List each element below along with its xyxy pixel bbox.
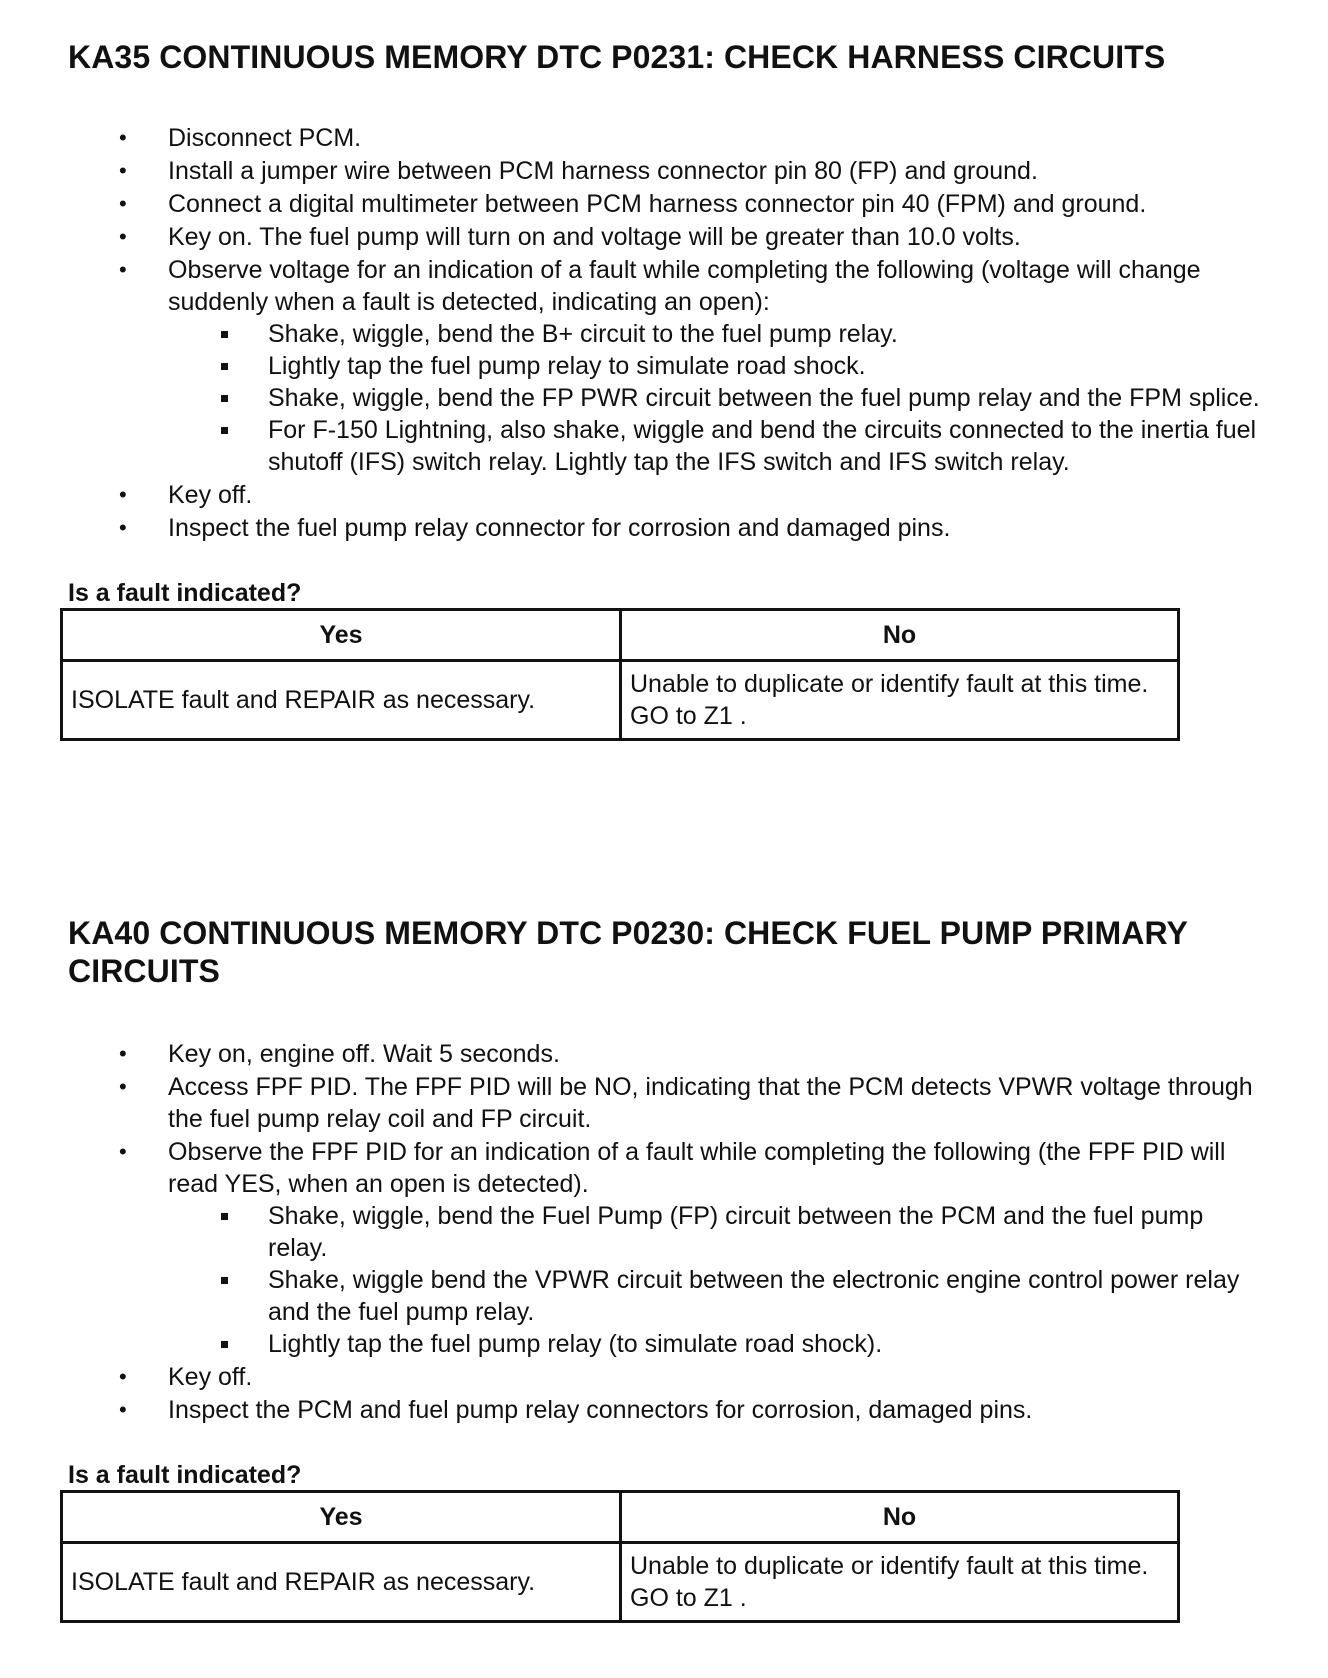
bullet-icon: • xyxy=(119,515,127,540)
section-title: KA35 CONTINUOUS MEMORY DTC P0231: CHECK HARNESS CIRCUITS xyxy=(68,39,1166,75)
bullet-icon: • xyxy=(119,191,127,216)
no-header: No xyxy=(621,1492,1179,1543)
bullet-icon: • xyxy=(119,257,127,282)
list-item: • Disconnect PCM. xyxy=(119,124,362,152)
list-item: • Observe the FPF PID for an indication of a fault while completing the following (the FPF PID will read YES, when an open is detected). Shake, wiggle, bend the Fuel Pump (FP) circuit between the PCM and the fuel pump relay. Shake, wiggle bend the VPWR circuit between the electronic engine control power relay and the fuel pump relay. Lightly tap the fuel pump relay (to simulate road shock). xyxy=(68,1136,1268,1360)
sub-list-item: Shake, wiggle bend the VPWR circuit between the electronic engine control power relay and the fuel pump relay. xyxy=(68,1264,1268,1328)
bullet-icon: • xyxy=(119,482,127,507)
bullet-icon: • xyxy=(119,158,127,183)
result-table xyxy=(60,1490,1180,1623)
no-header: No xyxy=(621,610,1179,661)
sub-list-item: Lightly tap the fuel pump relay to simulate road shock. xyxy=(68,350,1268,382)
square-bullet-icon xyxy=(221,1277,228,1284)
bullet-icon: • xyxy=(119,1397,127,1422)
list-item: • Install a jumper wire between PCM harness connector pin 80 (FP) and ground. xyxy=(119,157,1038,185)
fault-question: Is a fault indicated? xyxy=(68,1461,302,1489)
bullet-icon: • xyxy=(119,1364,127,1389)
list-item: • Access FPF PID. The FPF PID will be NO, indicating that the PCM detects VPWR voltage through the fuel pump relay coil and FP circuit. xyxy=(119,1073,1253,1133)
square-bullet-icon xyxy=(221,1341,228,1348)
section-ka40 xyxy=(68,914,1268,1623)
step-list xyxy=(68,1038,1268,1426)
list-item: • Inspect the fuel pump relay connector for corrosion and damaged pins. xyxy=(119,514,951,542)
substep-list xyxy=(168,318,1268,478)
yes-header: Yes xyxy=(62,610,621,661)
bullet-icon: • xyxy=(119,224,127,249)
bullet-icon: • xyxy=(119,1041,127,1066)
bullet-icon: • xyxy=(119,125,127,150)
list-item: • Key on, engine off. Wait 5 seconds. xyxy=(119,1040,560,1068)
sub-list-item: Shake, wiggle, bend the B+ circuit to the fuel pump relay. xyxy=(68,318,1268,350)
no-cell: Unable to duplicate or identify fault at this time. GO to Z1 . xyxy=(621,661,1179,740)
sub-list-item: Shake, wiggle, bend the Fuel Pump (FP) circuit between the PCM and the fuel pump relay. xyxy=(68,1200,1268,1264)
no-cell: Unable to duplicate or identify fault at this time. GO to Z1 . xyxy=(621,1543,1179,1622)
square-bullet-icon xyxy=(221,427,228,434)
step-list xyxy=(68,122,1268,544)
square-bullet-icon xyxy=(221,363,228,370)
square-bullet-icon xyxy=(221,331,228,338)
sub-list-item: Shake, wiggle, bend the FP PWR circuit between the fuel pump relay and the FPM splice. xyxy=(68,382,1268,414)
list-item: • Key on. The fuel pump will turn on and voltage will be greater than 10.0 volts. xyxy=(119,223,1021,251)
sub-list-item: For F-150 Lightning, also shake, wiggle and bend the circuits connected to the inertia fuel shutoff (IFS) switch relay. Lightly tap the IFS switch and IFS switch relay. xyxy=(68,414,1268,478)
yes-cell: ISOLATE fault and REPAIR as necessary. xyxy=(62,661,621,740)
sub-list-item: Lightly tap the fuel pump relay (to simulate road shock). xyxy=(68,1328,1268,1360)
list-item: • Key off. xyxy=(119,481,253,509)
list-item: • Observe voltage for an indication of a fault while completing the following (voltage will change suddenly when a fault is detected, indicating an open): Shake, wiggle, bend the B+ circuit to the fuel pump relay. Lightly tap the fuel pump relay to simulate road shock. Shake, wiggle, bend the FP PWR circuit between the fuel pump relay and the FPM splice. For F-150 Lightning, also shake, wiggle and bend the circuits connected to the inertia fuel shutoff (IFS) switch relay. Lightly tap the IFS switch and IFS switch relay. xyxy=(68,254,1268,478)
list-item: • Key off. xyxy=(119,1363,253,1391)
section-ka35 xyxy=(68,38,1268,741)
square-bullet-icon xyxy=(221,395,228,402)
yes-header: Yes xyxy=(62,1492,621,1543)
bullet-icon: • xyxy=(119,1074,127,1099)
yes-cell: ISOLATE fault and REPAIR as necessary. xyxy=(62,1543,621,1622)
section-title: KA40 CONTINUOUS MEMORY DTC P0230: CHECK FUEL PUMP PRIMARY CIRCUITS xyxy=(68,915,1188,989)
fault-question: Is a fault indicated? xyxy=(68,579,302,607)
list-item: • Connect a digital multimeter between PCM harness connector pin 40 (FPM) and ground. xyxy=(119,190,1147,218)
square-bullet-icon xyxy=(221,1213,228,1220)
result-table xyxy=(60,608,1180,741)
substep-list xyxy=(168,1200,1268,1360)
list-item: • Inspect the PCM and fuel pump relay connectors for corrosion, damaged pins. xyxy=(119,1396,1033,1424)
bullet-icon: • xyxy=(119,1139,127,1164)
